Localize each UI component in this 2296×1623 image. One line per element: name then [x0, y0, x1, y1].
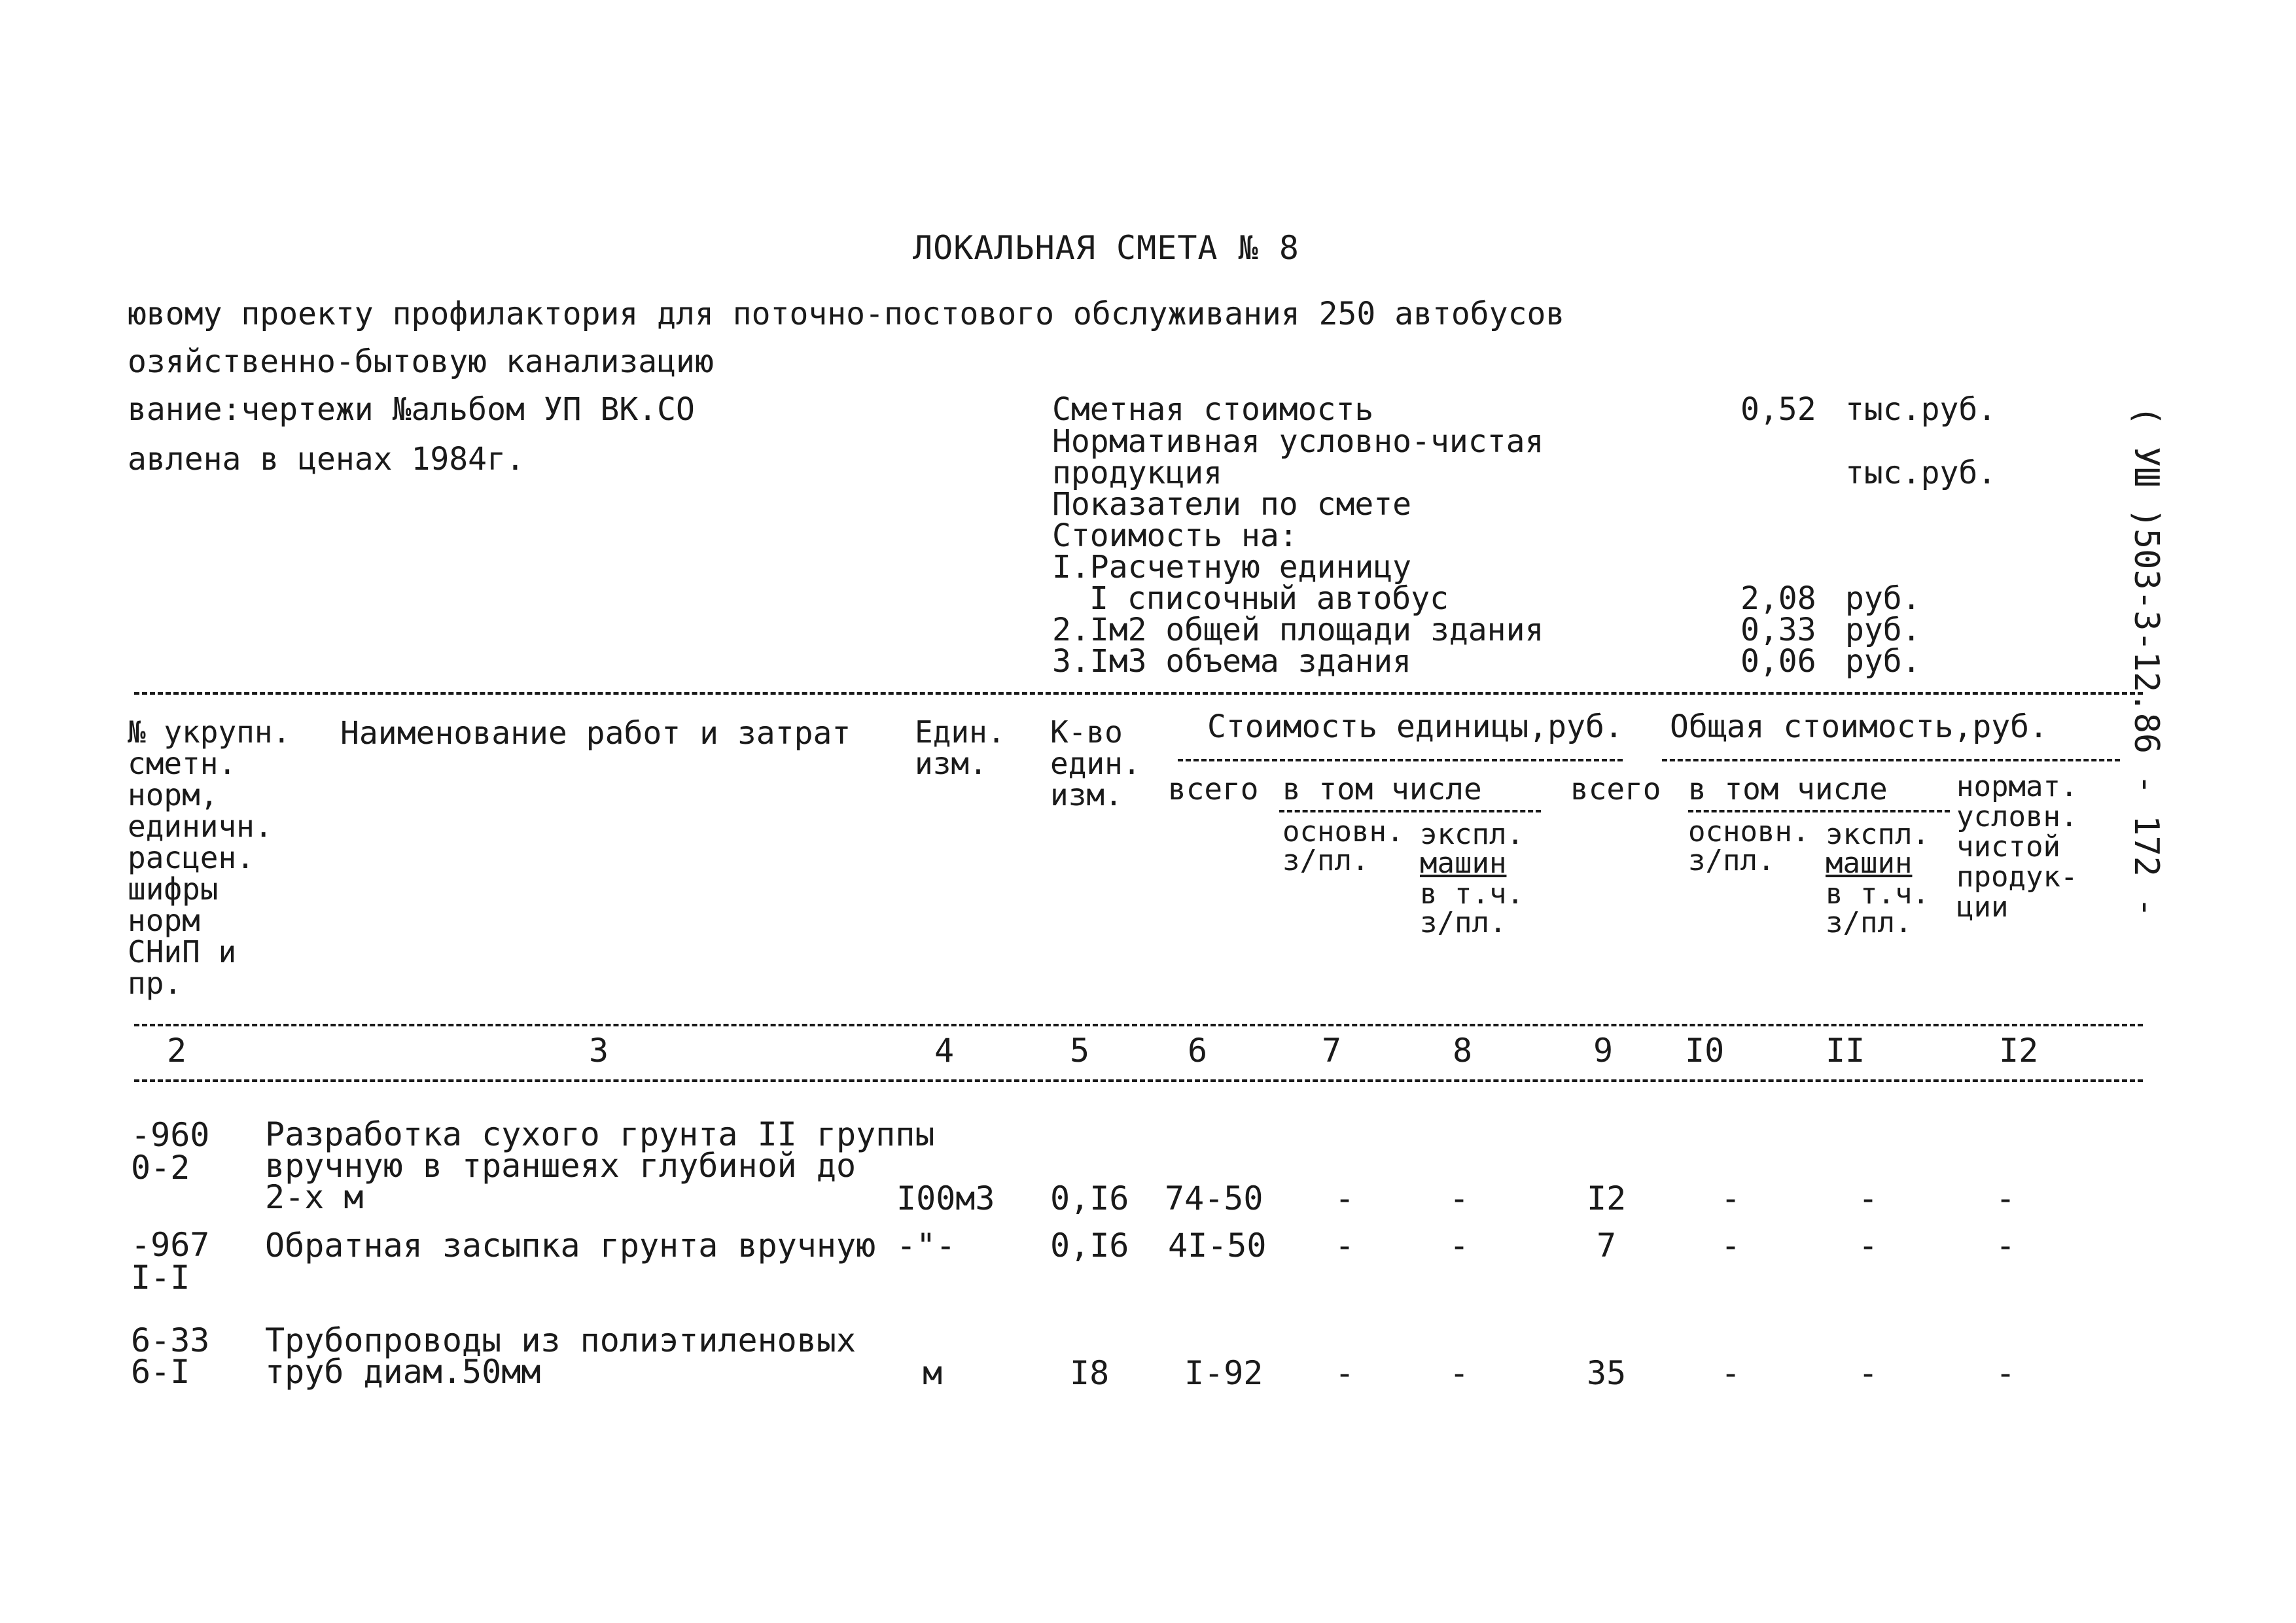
- prices-line: авлена в ценах 1984г.: [128, 441, 525, 478]
- unit1-unit: руб.: [1845, 580, 1921, 617]
- row-unit: I00м3: [896, 1179, 995, 1217]
- row-name: Обратная засыпка грунта вручную: [265, 1227, 876, 1265]
- normative-label-1: Нормативная условно-чистая: [1052, 423, 1544, 460]
- estimated-cost-label: Сметная стоимость: [1052, 391, 1374, 428]
- unit1-value: 2,08: [1740, 580, 1816, 617]
- row-unit-total: I-92: [1184, 1354, 1263, 1392]
- header-unit-incl: в том числе: [1282, 771, 1482, 807]
- row-total: 35: [1587, 1354, 1627, 1392]
- row-unit-total: 4I-50: [1168, 1227, 1267, 1265]
- header-unit-total: всего: [1168, 771, 1259, 807]
- header-unit-machine-incl: в т.ч. з/пл.: [1420, 877, 1524, 939]
- object-line: озяйственно-бытовую канализацию: [128, 343, 714, 380]
- unit2-label: 2.Iм2 общей площади здания: [1052, 612, 1544, 648]
- total-cost-group-rule: [1662, 759, 2120, 761]
- header-unit-base-wage: основн. з/пл.: [1282, 815, 1404, 877]
- column-number-rule: [134, 1079, 2143, 1082]
- header-unit-machine-under: машин: [1420, 846, 1507, 880]
- unit3-unit: руб.: [1845, 643, 1921, 680]
- unit2-unit: руб.: [1845, 612, 1921, 648]
- row-unit: м: [923, 1354, 943, 1392]
- unit1-sub-label: I списочный автобус: [1089, 580, 1449, 617]
- row-normative: -: [1996, 1179, 2016, 1217]
- side-note: ( УШ )503-3-12.86 - 172 -: [2127, 406, 2166, 918]
- row-code: -967 I-I: [131, 1226, 210, 1297]
- unit2-value: 0,33: [1740, 612, 1816, 648]
- row-qty: I8: [1070, 1354, 1110, 1392]
- project-line: ювому проекту профилактория для поточно-постового обслуживания 250 автобусов: [128, 296, 1565, 332]
- header-total-total: всего: [1570, 771, 1661, 807]
- header-total-cost-group: Общая стоимость,руб.: [1670, 708, 2048, 745]
- header-code: № укрупн. сметн. норм, единичн. расцен. шифры норм СНиП и пр.: [128, 714, 291, 1001]
- basis-line: вание:чертежи №альбом УП ВК.СО: [128, 391, 695, 428]
- row-unit-machine: -: [1449, 1179, 1470, 1217]
- normative-unit: тыс.руб.: [1845, 455, 1997, 491]
- row-total-machine: -: [1858, 1227, 1879, 1265]
- column-number: II: [1826, 1032, 1865, 1070]
- unit-cost-incl-rule: [1279, 810, 1541, 812]
- normative-label-2: продукция: [1052, 455, 1223, 491]
- indicators-label: Показатели по смете: [1052, 486, 1412, 523]
- row-qty: 0,I6: [1050, 1227, 1129, 1265]
- row-code: 6-33 6-I: [131, 1321, 210, 1391]
- cost-for-label: Стоимость на:: [1052, 517, 1298, 554]
- header-normative: нормат. условн. чистой продук- ции: [1956, 770, 2078, 924]
- column-number: 8: [1453, 1032, 1473, 1070]
- row-normative: -: [1996, 1227, 2016, 1265]
- header-name: Наименование работ и затрат: [340, 715, 851, 752]
- row-total-wage: -: [1721, 1227, 1741, 1265]
- column-number: 5: [1070, 1032, 1090, 1070]
- header-qty: К-во един. изм.: [1050, 714, 1141, 812]
- header-unit: Един. изм.: [915, 714, 1006, 781]
- header-total-machine-under: машин: [1826, 846, 1913, 880]
- estimated-cost-value: 0,52: [1740, 391, 1816, 428]
- row-total-machine: -: [1858, 1179, 1879, 1217]
- header-bottom-rule: [134, 1024, 2143, 1026]
- header-total-base-wage: основн. з/пл.: [1688, 815, 1810, 877]
- column-number: 7: [1322, 1032, 1342, 1070]
- unit3-value: 0,06: [1740, 643, 1816, 680]
- row-unit-wage: -: [1335, 1179, 1355, 1217]
- header-total-incl: в том числе: [1688, 771, 1888, 807]
- row-total: I2: [1587, 1179, 1627, 1217]
- table-top-rule: [134, 692, 2143, 695]
- row-qty: 0,I6: [1050, 1179, 1129, 1217]
- column-number: 4: [934, 1032, 955, 1070]
- unit3-label: 3.Iм3 объема здания: [1052, 643, 1412, 680]
- column-number: I2: [1999, 1032, 2039, 1070]
- column-number: 6: [1188, 1032, 1208, 1070]
- total-cost-incl-rule: [1688, 810, 1950, 812]
- column-number: I0: [1685, 1032, 1725, 1070]
- unit1-label: I.Расчетную единицу: [1052, 549, 1412, 585]
- row-total-wage: -: [1721, 1179, 1741, 1217]
- row-unit-total: 74-50: [1165, 1179, 1263, 1217]
- row-total: 7: [1597, 1227, 1617, 1265]
- row-normative: -: [1996, 1354, 2016, 1392]
- row-unit-wage: -: [1335, 1354, 1355, 1392]
- column-number: 9: [1593, 1032, 1614, 1070]
- row-total-machine: -: [1858, 1354, 1879, 1392]
- row-name: Разработка сухого грунта II группы вручную в траншеях глубиной до 2-х м: [265, 1115, 935, 1216]
- row-name: Трубопроводы из полиэтиленовых труб диам.50мм: [265, 1321, 857, 1391]
- header-unit-machine: экспл.: [1420, 818, 1524, 851]
- row-unit: -"-: [896, 1227, 956, 1265]
- row-code: -960 0-2: [131, 1116, 210, 1187]
- column-number: 3: [589, 1032, 609, 1070]
- header-unit-cost-group: Стоимость единицы,руб.: [1207, 708, 1623, 745]
- row-unit-machine: -: [1449, 1227, 1470, 1265]
- header-total-machine: экспл.: [1826, 818, 1930, 851]
- unit-cost-group-rule: [1178, 759, 1623, 761]
- header-total-machine-incl: в т.ч. з/пл.: [1826, 877, 1930, 939]
- row-unit-machine: -: [1449, 1354, 1470, 1392]
- estimated-cost-unit: тыс.руб.: [1845, 391, 1997, 428]
- row-total-wage: -: [1721, 1354, 1741, 1392]
- document-title: ЛОКАЛЬНАЯ СМЕТА № 8: [913, 229, 1299, 267]
- row-unit-wage: -: [1335, 1227, 1355, 1265]
- column-number: 2: [167, 1032, 187, 1070]
